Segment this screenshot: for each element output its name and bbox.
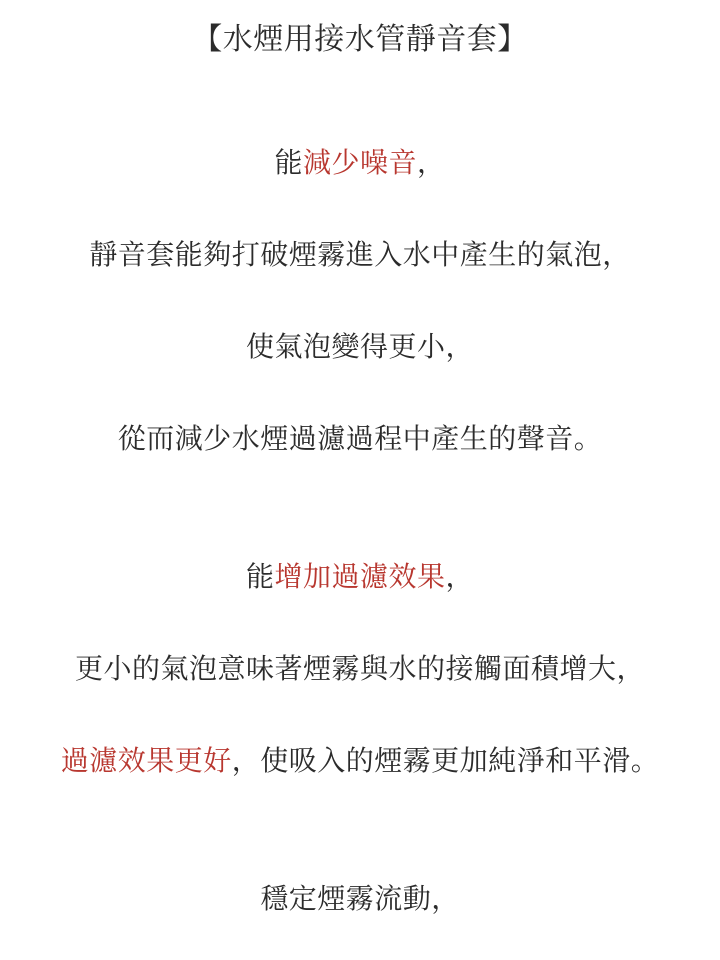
section2-heading-suffix: ，: [445, 560, 475, 593]
section2-heading-prefix: 能: [245, 560, 275, 593]
section2-heading: [0, 557, 720, 597]
section2-line-2: [0, 741, 720, 781]
page-title: 【水煙用接水管靜音套】: [192, 22, 528, 57]
section1-line-2: 使氣泡變得更小，: [245, 330, 474, 363]
section2-heading-highlight: 增加過濾效果: [274, 560, 446, 593]
section2-line-2-rest: ，使吸入的煙霧更加純淨和平滑。: [231, 744, 660, 777]
section1-heading-prefix: 能: [274, 146, 303, 179]
section1-heading-suffix: ，: [417, 146, 446, 179]
section2-line-2-highlight: 過濾效果更好: [60, 744, 232, 777]
section3-heading: 穩定煙霧流動，: [260, 882, 460, 915]
section1-heading: [0, 143, 720, 183]
section2-line-1: 更小的氣泡意味著煙霧與水的接觸面積增大，: [74, 652, 645, 685]
section1-heading-highlight: 減少噪音: [302, 146, 417, 179]
section1-line-1: 靜音套能夠打破煙霧進入水中產生的氣泡，: [89, 238, 631, 271]
section1-line-3: 從而減少水煙過濾過程中產生的聲音。: [117, 422, 603, 455]
